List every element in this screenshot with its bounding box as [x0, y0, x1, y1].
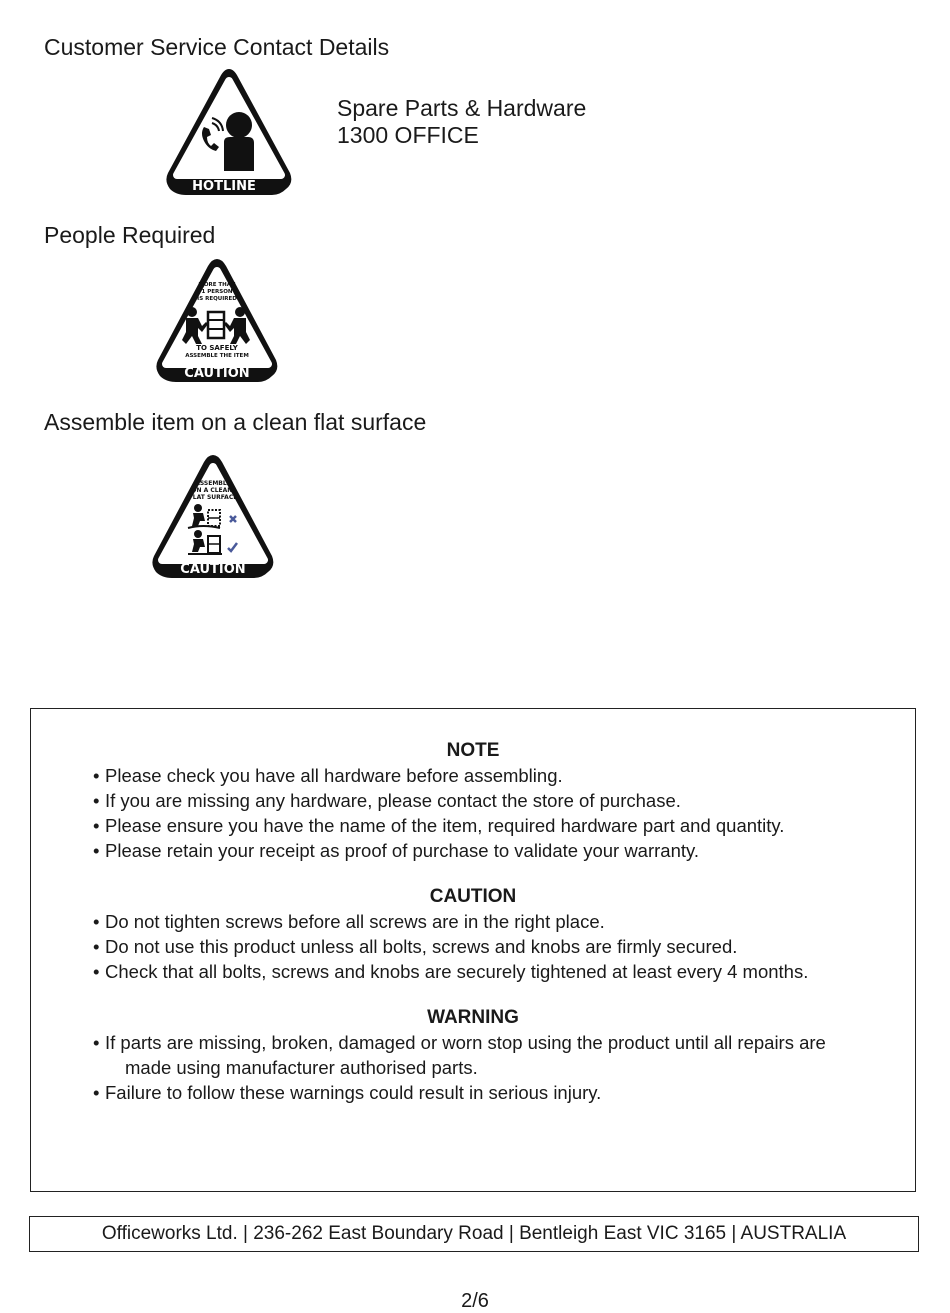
note-item: • Please ensure you have the name of the item, required hardware part and quantity. [93, 813, 915, 838]
note-item: • Please retain your receipt as proof of purchase to validate your warranty. [93, 838, 915, 863]
note-item: • Please check you have all hardware before assembling. [93, 763, 915, 788]
warning-item: • Failure to follow these warnings could result in serious injury. [93, 1080, 915, 1105]
contact-details [337, 95, 586, 149]
surface-top-text-3: FLAT SURFACE [188, 494, 238, 501]
caution-title: CAUTION [429, 886, 517, 907]
people-bottom-text-1: TO SAFELY [196, 344, 238, 352]
people-banner: CAUTION [184, 366, 250, 381]
notice-box [30, 708, 916, 1192]
caution-item: • Do not use this product unless all bolts, screws and knobs are firmly secured. [93, 934, 915, 959]
people-top-text-1: MORE THAN [198, 282, 236, 288]
people-top-text-3: IS REQUIRED [197, 296, 237, 302]
warning-list [31, 1030, 915, 1105]
caution-list [31, 909, 915, 984]
warning-section [31, 1006, 915, 1105]
contact-line-phone: 1300 OFFICE [337, 122, 479, 148]
surface-banner: CAUTION [180, 562, 246, 577]
surface-heading: Assemble item on a clean flat surface [44, 409, 427, 435]
warning-title: WARNING [427, 1007, 519, 1028]
note-section [31, 739, 915, 863]
surface-top-text-2: ON A CLEAN, [191, 487, 235, 494]
contact-line-parts: Spare Parts & Hardware [337, 95, 587, 121]
warning-item-continuation: made using manufacturer authorised parts. [125, 1057, 478, 1078]
company-footer: Officeworks Ltd. | 236-262 East Boundary Road | Bentleigh East VIC 3165 | AUSTRALIA [29, 1216, 919, 1252]
hotline-icon [162, 65, 296, 197]
flat-surface-caution-icon [148, 452, 278, 580]
warning-item [93, 1030, 915, 1080]
contact-heading: Customer Service Contact Details [44, 34, 390, 60]
people-heading: People Required [44, 222, 216, 248]
surface-top-text-1: ASSEMBLE [195, 480, 231, 487]
caution-item: • Do not tighten screws before all screws are in the right place. [93, 909, 915, 934]
people-bottom-text-2: ASSEMBLE THE ITEM [185, 353, 249, 359]
note-item: • If you are missing any hardware, please contact the store of purchase. [93, 788, 915, 813]
caution-item: • Check that all bolts, screws and knobs are securely tightened at least every 4 months. [93, 959, 915, 984]
two-people-caution-icon [152, 256, 282, 384]
note-title: NOTE [446, 740, 500, 761]
page-number: 2/6 [461, 1290, 489, 1312]
note-list [31, 763, 915, 863]
warning-item-line: If parts are missing, broken, damaged or worn stop using the product until all repairs are [105, 1032, 826, 1053]
caution-section [31, 885, 915, 984]
people-top-text-2: 1 PERSON [201, 289, 233, 295]
hotline-banner: HOTLINE [192, 179, 256, 194]
